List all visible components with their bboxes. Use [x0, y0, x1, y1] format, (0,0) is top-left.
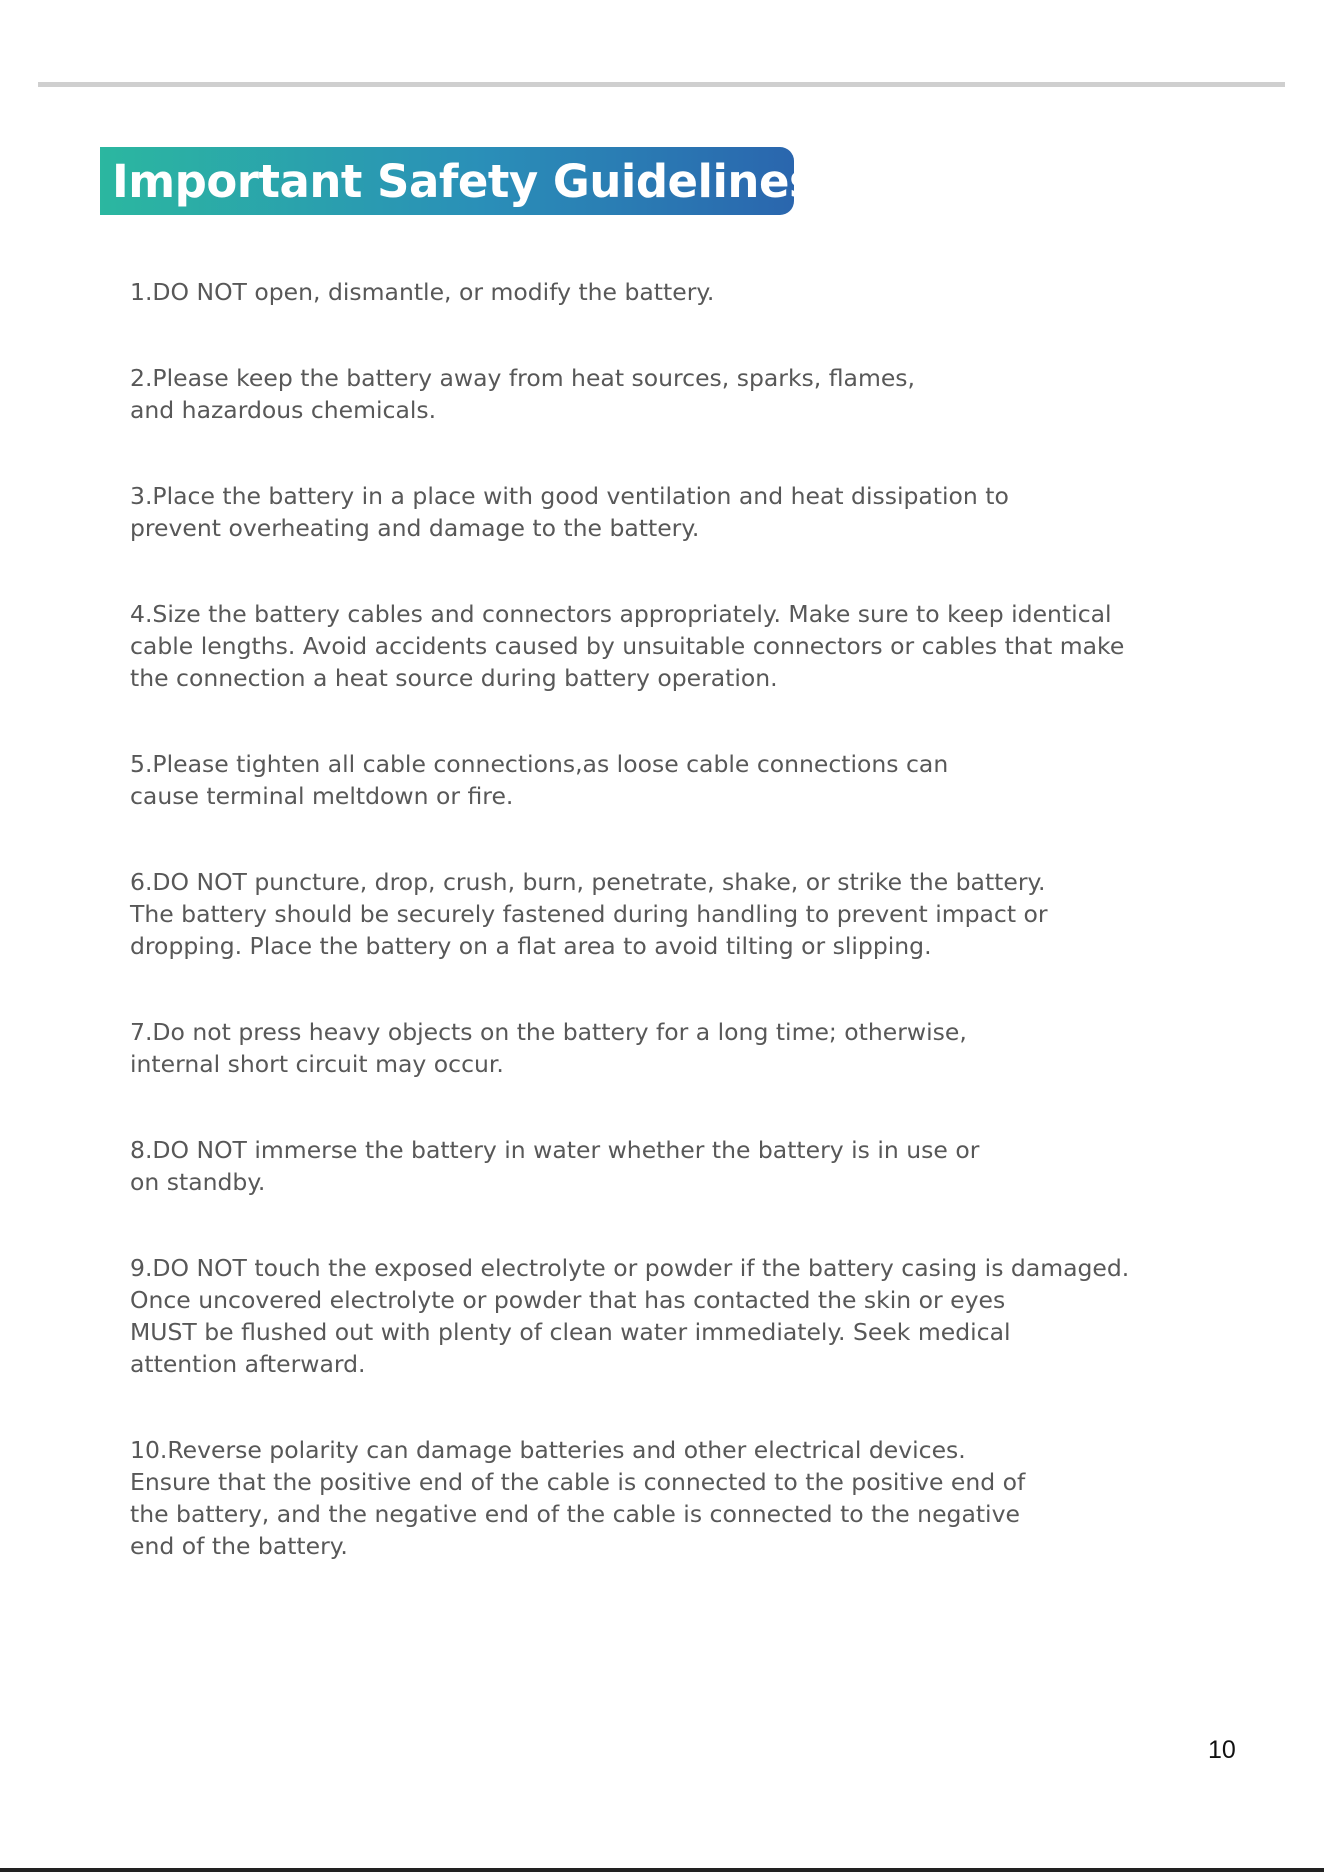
guideline-item [130, 1134, 1150, 1198]
bottom-edge [0, 1868, 1324, 1872]
guideline-text-line: 1.DO NOT open, dismantle, or modify the battery. [130, 278, 715, 306]
guideline-text-line: prevent overheating and damage to the battery. [130, 514, 700, 542]
guideline-text-line: The battery should be securely fastened during handling to prevent impact or [130, 900, 1048, 928]
guideline-text-line: cable lengths. Avoid accidents caused by unsuitable connectors or cables that make [130, 632, 1125, 660]
guidelines-list [130, 276, 1150, 1616]
page-number: 10 [1208, 1736, 1236, 1764]
guideline-text-line: 9.DO NOT touch the exposed electrolyte or powder if the battery casing is damaged. [130, 1254, 1130, 1282]
guideline-text-line: 2.Please keep the battery away from heat sources, sparks, flames, [130, 364, 916, 392]
guideline-item [130, 1434, 1150, 1562]
guideline-text-line: 8.DO NOT immerse the battery in water whether the battery is in use or [130, 1136, 980, 1164]
guideline-text-line: cause terminal meltdown or fire. [130, 782, 514, 810]
guideline-item [130, 1252, 1150, 1380]
guideline-text-line: Ensure that the positive end of the cable is connected to the positive end of [130, 1468, 1026, 1496]
guideline-text-line: dropping. Place the battery on a flat area to avoid tilting or slipping. [130, 932, 932, 960]
page-title: Important Safety Guidelines [112, 154, 816, 208]
guideline-text-line: the connection a heat source during battery operation. [130, 664, 778, 692]
guideline-text-line: end of the battery. [130, 1532, 348, 1560]
guideline-text-line: internal short circuit may occur. [130, 1050, 504, 1078]
guideline-text-line: 6.DO NOT puncture, drop, crush, burn, penetrate, shake, or strike the battery. [130, 868, 1046, 896]
guideline-item [130, 480, 1150, 544]
guideline-text-line: 7.Do not press heavy objects on the battery for a long time; otherwise, [130, 1018, 967, 1046]
title-banner [100, 147, 816, 215]
header-divider [38, 82, 1285, 87]
guideline-text-line: attention afterward. [130, 1350, 366, 1378]
guideline-text-line: 5.Please tighten all cable connections,as loose cable connections can [130, 750, 949, 778]
guideline-item [130, 362, 1150, 426]
guideline-text-line: MUST be flushed out with plenty of clean water immediately. Seek medical [130, 1318, 1011, 1346]
guideline-item [130, 276, 1150, 308]
guideline-text-line: Once uncovered electrolyte or powder that has contacted the skin or eyes [130, 1286, 1006, 1314]
guideline-text-line: the battery, and the negative end of the cable is connected to the negative [130, 1500, 1020, 1528]
guideline-item [130, 1016, 1150, 1080]
guideline-item [130, 748, 1150, 812]
guideline-text-line: 4.Size the battery cables and connectors appropriately. Make sure to keep identical [130, 600, 1112, 628]
guideline-item [130, 598, 1150, 694]
guideline-text-line: 10.Reverse polarity can damage batteries and other electrical devices. [130, 1436, 966, 1464]
guideline-text-line: 3.Place the battery in a place with good ventilation and heat dissipation to [130, 482, 1009, 510]
guideline-text-line: and hazardous chemicals. [130, 396, 437, 424]
guideline-text-line: on standby. [130, 1168, 266, 1196]
guideline-item [130, 866, 1150, 962]
